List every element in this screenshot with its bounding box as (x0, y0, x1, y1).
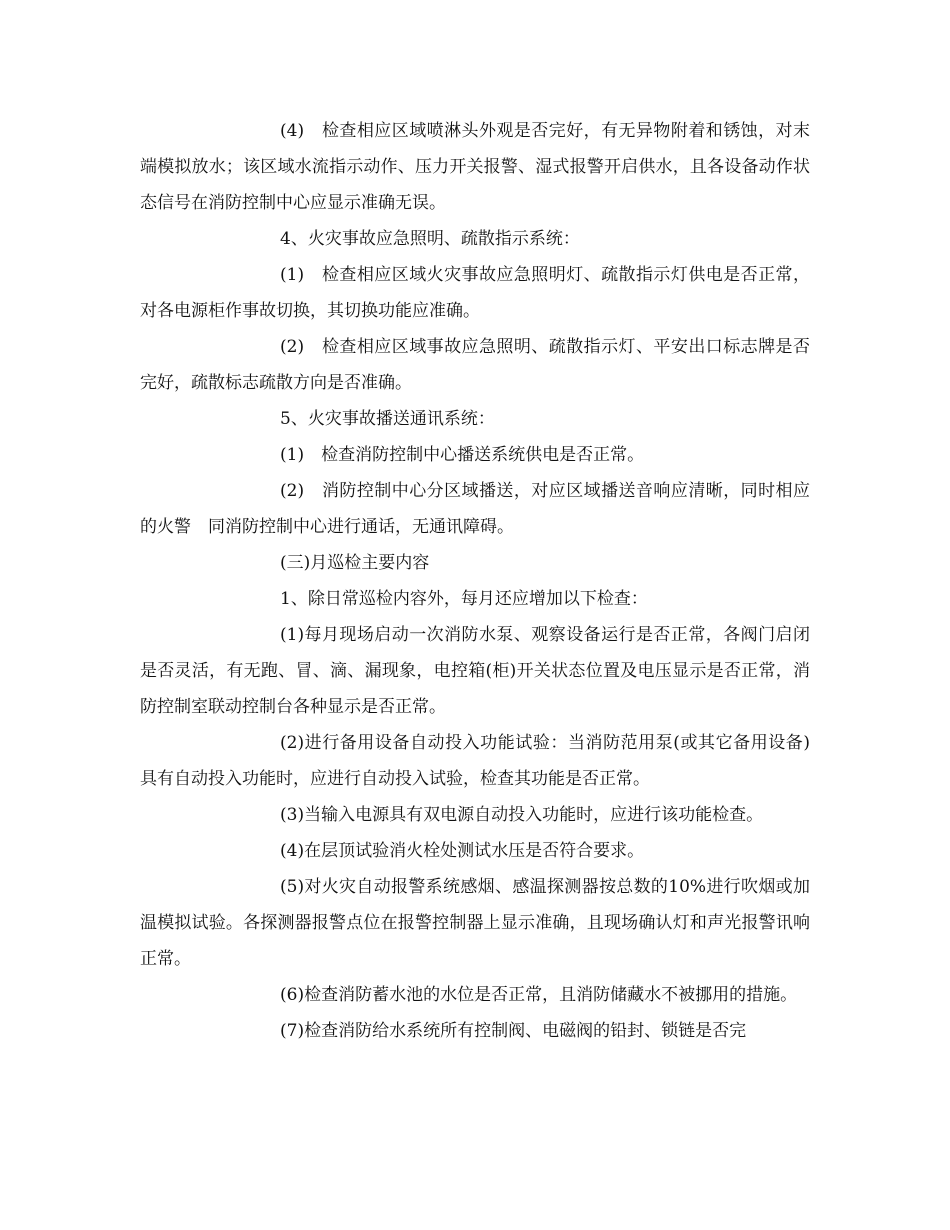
section-heading: 4、火灾事故应急照明、疏散指示系统： (280, 229, 580, 249)
section-heading: (三)月巡检主要内容 (280, 553, 430, 573)
paragraph: (2) 检查相应区域事故应急照明、疏散指示灯、平安出口标志牌是否完好，疏散标志疏散方向是否准确。 (140, 337, 810, 393)
paragraph: (1)每月现场启动一次消防水泵、观察设备运行是否正常，各阀门启闭是否灵活，有无跑、冒、滴、漏现象，电控箱(柜)开关状态位置及电压显示是否正常，消防控制室联动控制台各种显示是否正常。 (140, 625, 810, 717)
paragraph: (1) 检查相应区域火灾事故应急照明灯、疏散指示灯供电是否正常，对各电源柜作事故切换，其切换功能应准确。 (140, 265, 810, 321)
paragraph: (1) 检查消防控制中心播送系统供电是否正常。 (280, 445, 645, 465)
paragraph: (2) 消防控制中心分区域播送，对应区域播送音响应清晰，同时相应的火警 同消防控制中心进行通话，无通讯障碍。 (140, 481, 810, 537)
paragraph: (2)进行备用设备自动投入功能试验：当消防范用泵(或其它备用设备)具有自动投入功能时，应进行自动投入试验，检查其功能是否正常。 (140, 733, 810, 789)
section-heading: 5、火灾事故播送通讯系统： (280, 409, 495, 429)
section-heading: 1、除日常巡检内容外，每月还应增加以下检查： (280, 589, 648, 609)
paragraph: (7)检查消防给水系统所有控制阀、电磁阀的铅封、锁链是否完 (280, 1021, 747, 1041)
paragraph: (4) 检查相应区域喷淋头外观是否完好，有无异物附着和锈蚀，对末端模拟放水；该区域水流指示动作、压力开关报警、湿式报警开启供水，且各设备动作状态信号在消防控制中心应显示准确无误。 (140, 121, 810, 213)
paragraph: (4)在层顶试验消火栓处测试水压是否符合要求。 (280, 841, 645, 861)
document-body (140, 113, 810, 1049)
paragraph: (3)当输入电源具有双电源自动投入功能时，应进行该功能检查。 (280, 805, 764, 825)
paragraph: (6)检查消防蓄水池的水位是否正常，且消防储藏水不被挪用的措施。 (280, 985, 798, 1005)
paragraph: (5)对火灾自动报警系统感烟、感温探测器按总数的10%进行吹烟或加温模拟试验。各探测器报警点位在报警控制器上显示准确，且现场确认灯和声光报警讯响正常。 (140, 877, 810, 969)
